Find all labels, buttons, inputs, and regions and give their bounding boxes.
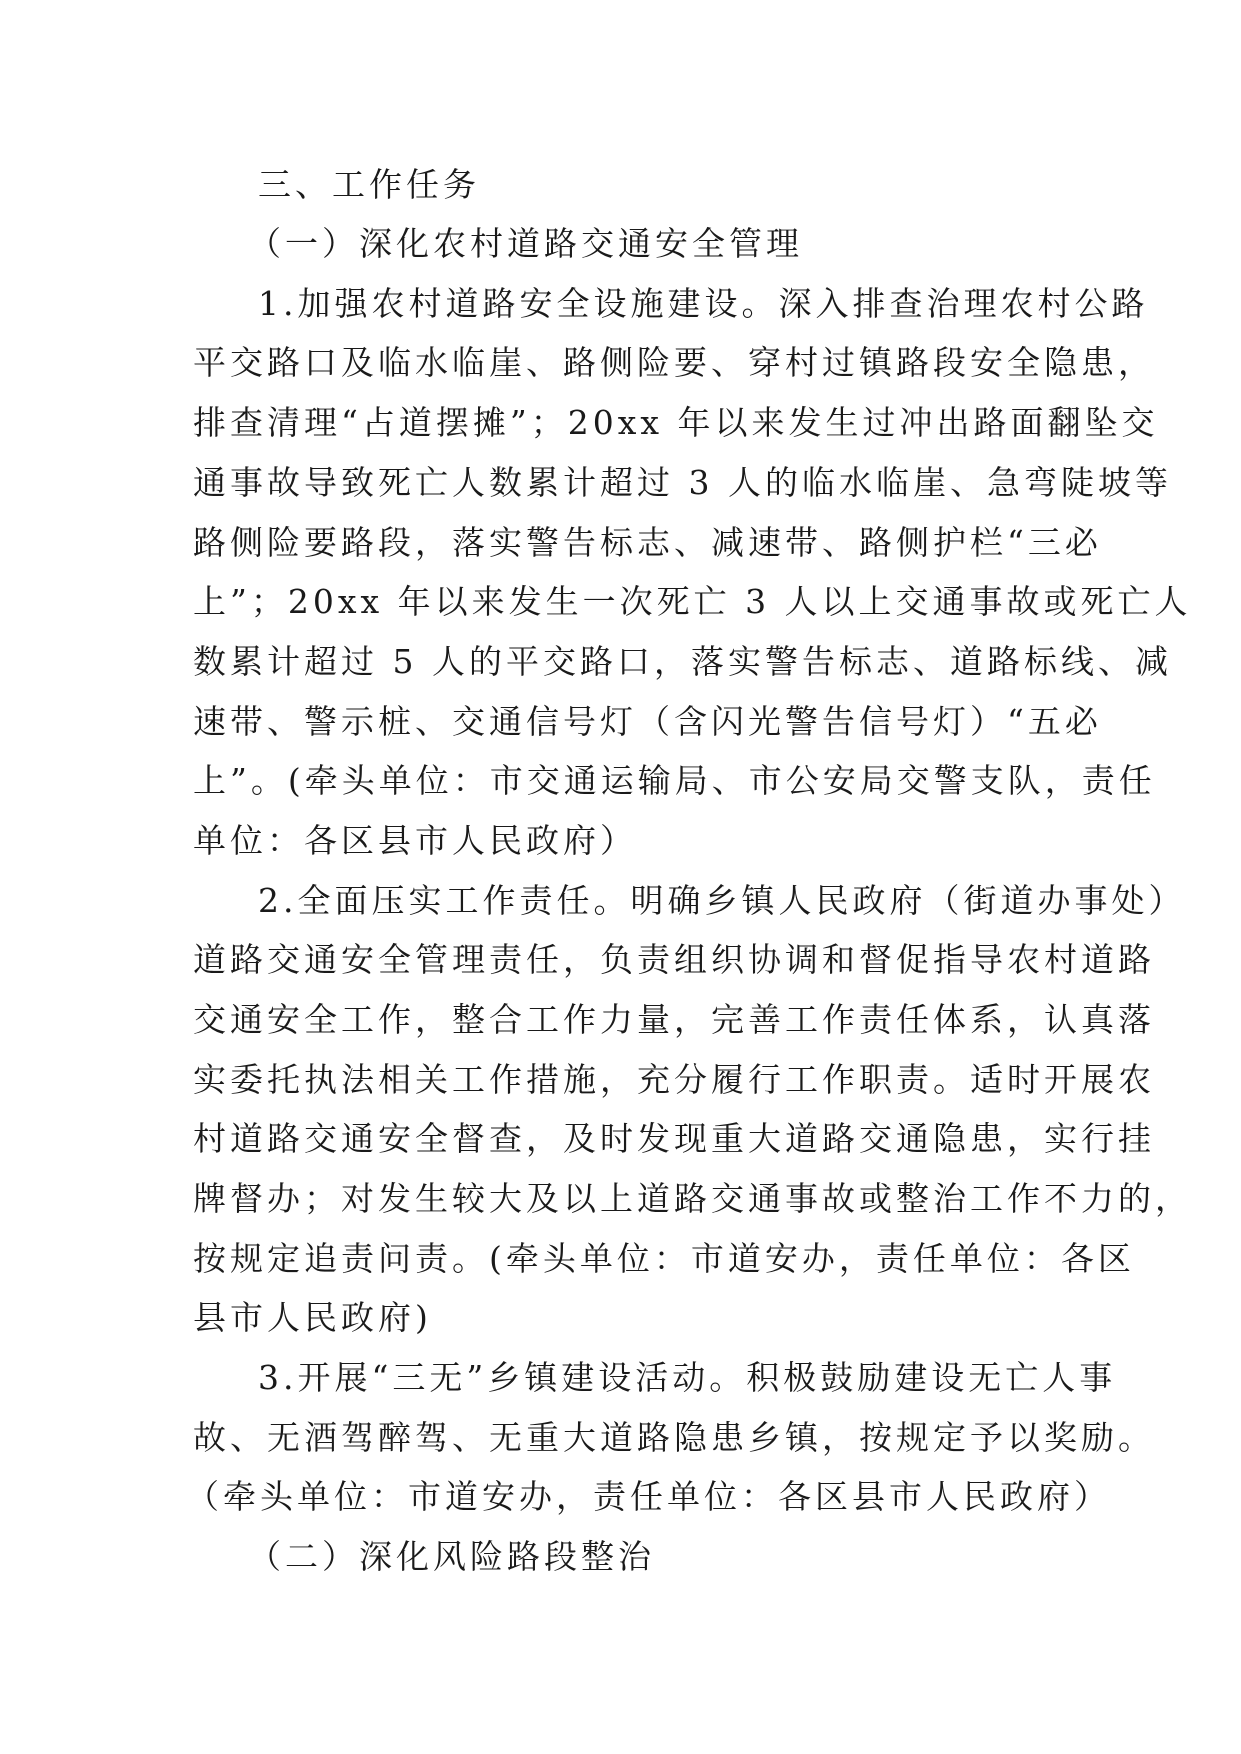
- item3-line-3: （牵头单位：市道安办，责任单位：各区县市人民政府）: [186, 1477, 1111, 1516]
- item2-line-8: 县市人民政府): [193, 1298, 432, 1337]
- item2-line-5: 村道路交通安全督查，及时发现重大道路交通隐患，实行挂: [193, 1119, 1155, 1158]
- item2-line-1: 2.全面压实工作责任。明确乡镇人民政府（街道办事处）: [258, 881, 1186, 920]
- item2-line-7: 按规定追责问责。(牵头单位：市道安办，责任单位：各区: [193, 1239, 1135, 1278]
- item1-line-9: 上”。(牵头单位：市交通运输局、市公安局交警支队，责任: [193, 761, 1156, 800]
- item1-line-7: 数累计超过 5 人的平交路口，落实警告标志、道路标线、减: [193, 642, 1172, 681]
- item1-line-10: 单位：各区县市人民政府）: [193, 821, 637, 860]
- sub-heading-2: （二）深化风险路段整治: [248, 1537, 655, 1576]
- item1-line-8: 速带、警示桩、交通信号灯（含闪光警告信号灯）“五必: [193, 702, 1102, 741]
- sub-heading-1: （一）深化农村道路交通安全管理: [248, 224, 803, 263]
- item1-line-2: 平交路口及临水临崖、路侧险要、穿村过镇路段安全隐患，: [193, 343, 1155, 382]
- item3-line-1: 3.开展“三无”乡镇建设活动。积极鼓励建设无亡人事: [258, 1358, 1117, 1397]
- item1-line-1: 1.加强农村道路安全设施建设。深入排查治理农村公路: [258, 284, 1149, 323]
- item3-line-2: 故、无酒驾醉驾、无重大道路隐患乡镇，按规定予以奖励。: [193, 1418, 1155, 1457]
- section-heading: 三、工作任务: [258, 165, 480, 204]
- item2-line-3: 交通安全工作，整合工作力量，完善工作责任体系，认真落: [193, 1000, 1155, 1039]
- item2-line-4: 实委托执法相关工作措施，充分履行工作职责。适时开展农: [193, 1060, 1155, 1099]
- item1-line-6: 上”；20xx 年以来发生一次死亡 3 人以上交通事故或死亡人: [193, 582, 1192, 621]
- item2-line-6: 牌督办；对发生较大及以上道路交通事故或整治工作不力的，: [193, 1179, 1192, 1218]
- item1-line-4: 通事故导致死亡人数累计超过 3 人的临水临崖、急弯陡坡等: [193, 463, 1172, 502]
- item1-line-3: 排查清理“占道摆摊”；20xx 年以来发生过冲出路面翻坠交: [193, 403, 1159, 442]
- item2-line-2: 道路交通安全管理责任，负责组织协调和督促指导农村道路: [193, 940, 1155, 979]
- item1-line-5: 路侧险要路段，落实警告标志、减速带、路侧护栏“三必: [193, 523, 1102, 562]
